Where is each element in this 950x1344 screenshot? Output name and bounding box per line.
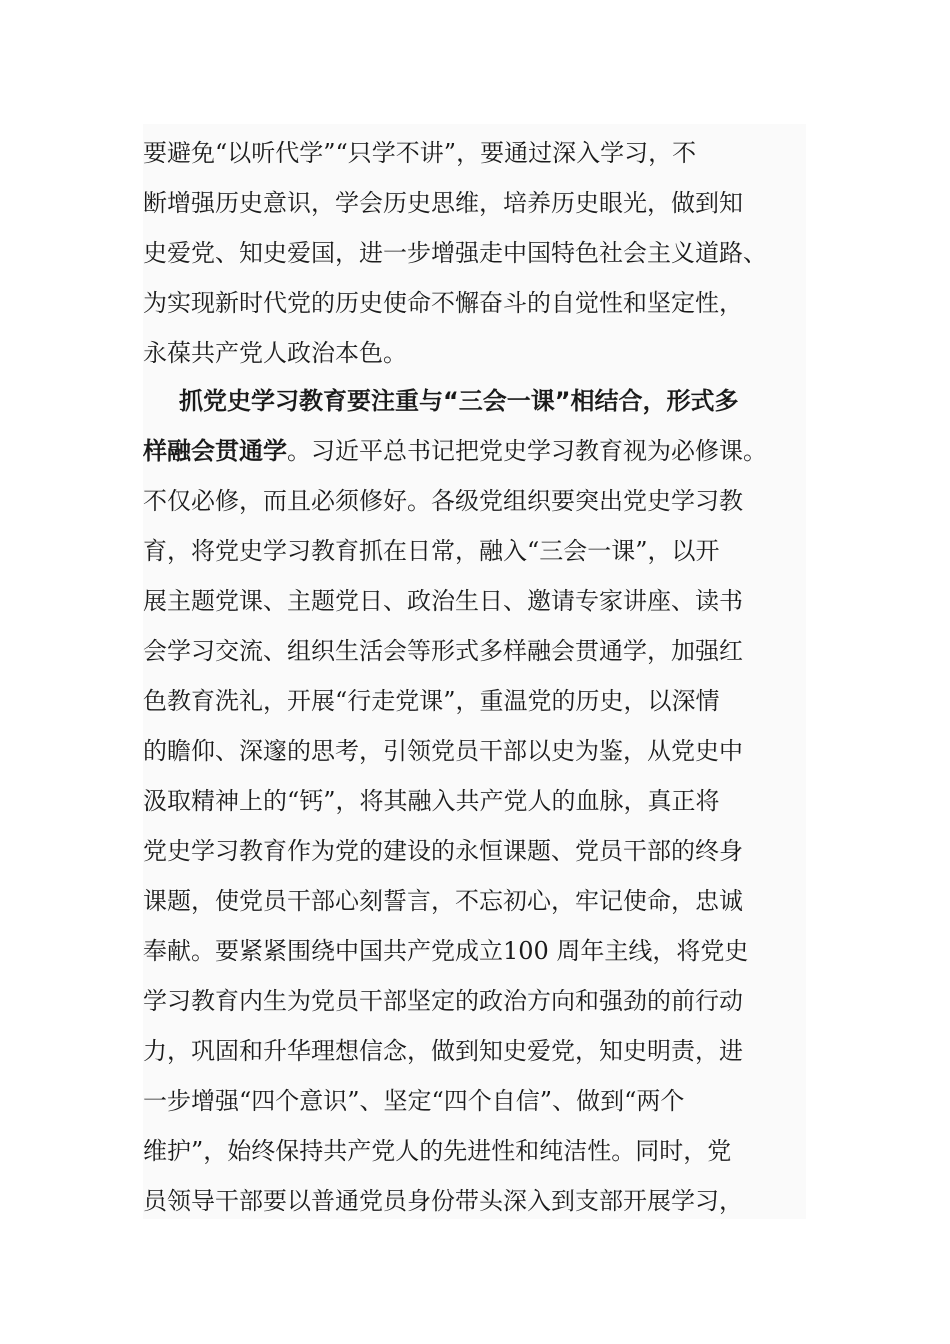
document-body [143, 124, 806, 1219]
text-line: 断增强历史意识，学会历史思维，培养历史眼光，做到知 [143, 189, 743, 217]
text-line: 员领导干部要以普通党员身份带头深入到支部开展学习， [143, 1187, 743, 1215]
text-line: 的瞻仰、深邃的思考，引领党员干部以史为鉴，从党史中 [143, 737, 743, 765]
text-line: 奉献。要紧紧围绕中国共产党成立100 周年主线，将党史 [143, 937, 749, 965]
text-line: 力，巩固和升华理想信念，做到知史爱党，知史明责，进 [143, 1037, 743, 1065]
text-line: 会学习交流、组织生活会等形式多样融会贯通学，加强红 [143, 637, 743, 665]
text-line: 课题，使党员干部心刻誓言，不忘初心，牢记使命，忠诚 [143, 887, 743, 915]
paragraph-heading-line: 抓党史学习教育要注重与“三会一课”相结合，形式多 [179, 387, 739, 415]
paragraph-heading-tail: 样融会贯通学 [143, 437, 287, 465]
text-line: 要避免“以听代学”“只学不讲”，要通过深入学习，不 [143, 139, 697, 167]
text-line: 一步增强“四个意识”、坚定“四个自信”、做到“两个 [143, 1087, 685, 1115]
text-span: 。习近平总书记把党史学习教育视为必修课。 [287, 437, 767, 465]
text-line: 色教育洗礼，开展“行走党课”，重温党的历史，以深情 [143, 687, 720, 715]
text-line: 史爱党、知史爱国，进一步增强走中国特色社会主义道路、 [143, 239, 767, 267]
text-line: 党史学习教育作为党的建设的永恒课题、党员干部的终身 [143, 837, 743, 865]
text-line [143, 426, 806, 476]
text-line: 不仅必修，而且必须修好。各级党组织要突出党史学习教 [143, 487, 743, 515]
text-line: 展主题党课、主题党日、政治生日、邀请专家讲座、读书 [143, 587, 743, 615]
text-line: 为实现新时代党的历史使命不懈奋斗的自觉性和坚定性， [143, 289, 743, 317]
text-line: 育，将党史学习教育抓在日常，融入“三会一课”，以开 [143, 537, 720, 565]
text-line: 维护”，始终保持共产党人的先进性和纯洁性。同时，党 [143, 1137, 732, 1165]
text-line: 永葆共产党人政治本色。 [143, 339, 407, 367]
text-line: 学习教育内生为党员干部坚定的政治方向和强劲的前行动 [143, 987, 743, 1015]
text-line: 汲取精神上的“钙”，将其融入共产党人的血脉，真正将 [143, 787, 720, 815]
